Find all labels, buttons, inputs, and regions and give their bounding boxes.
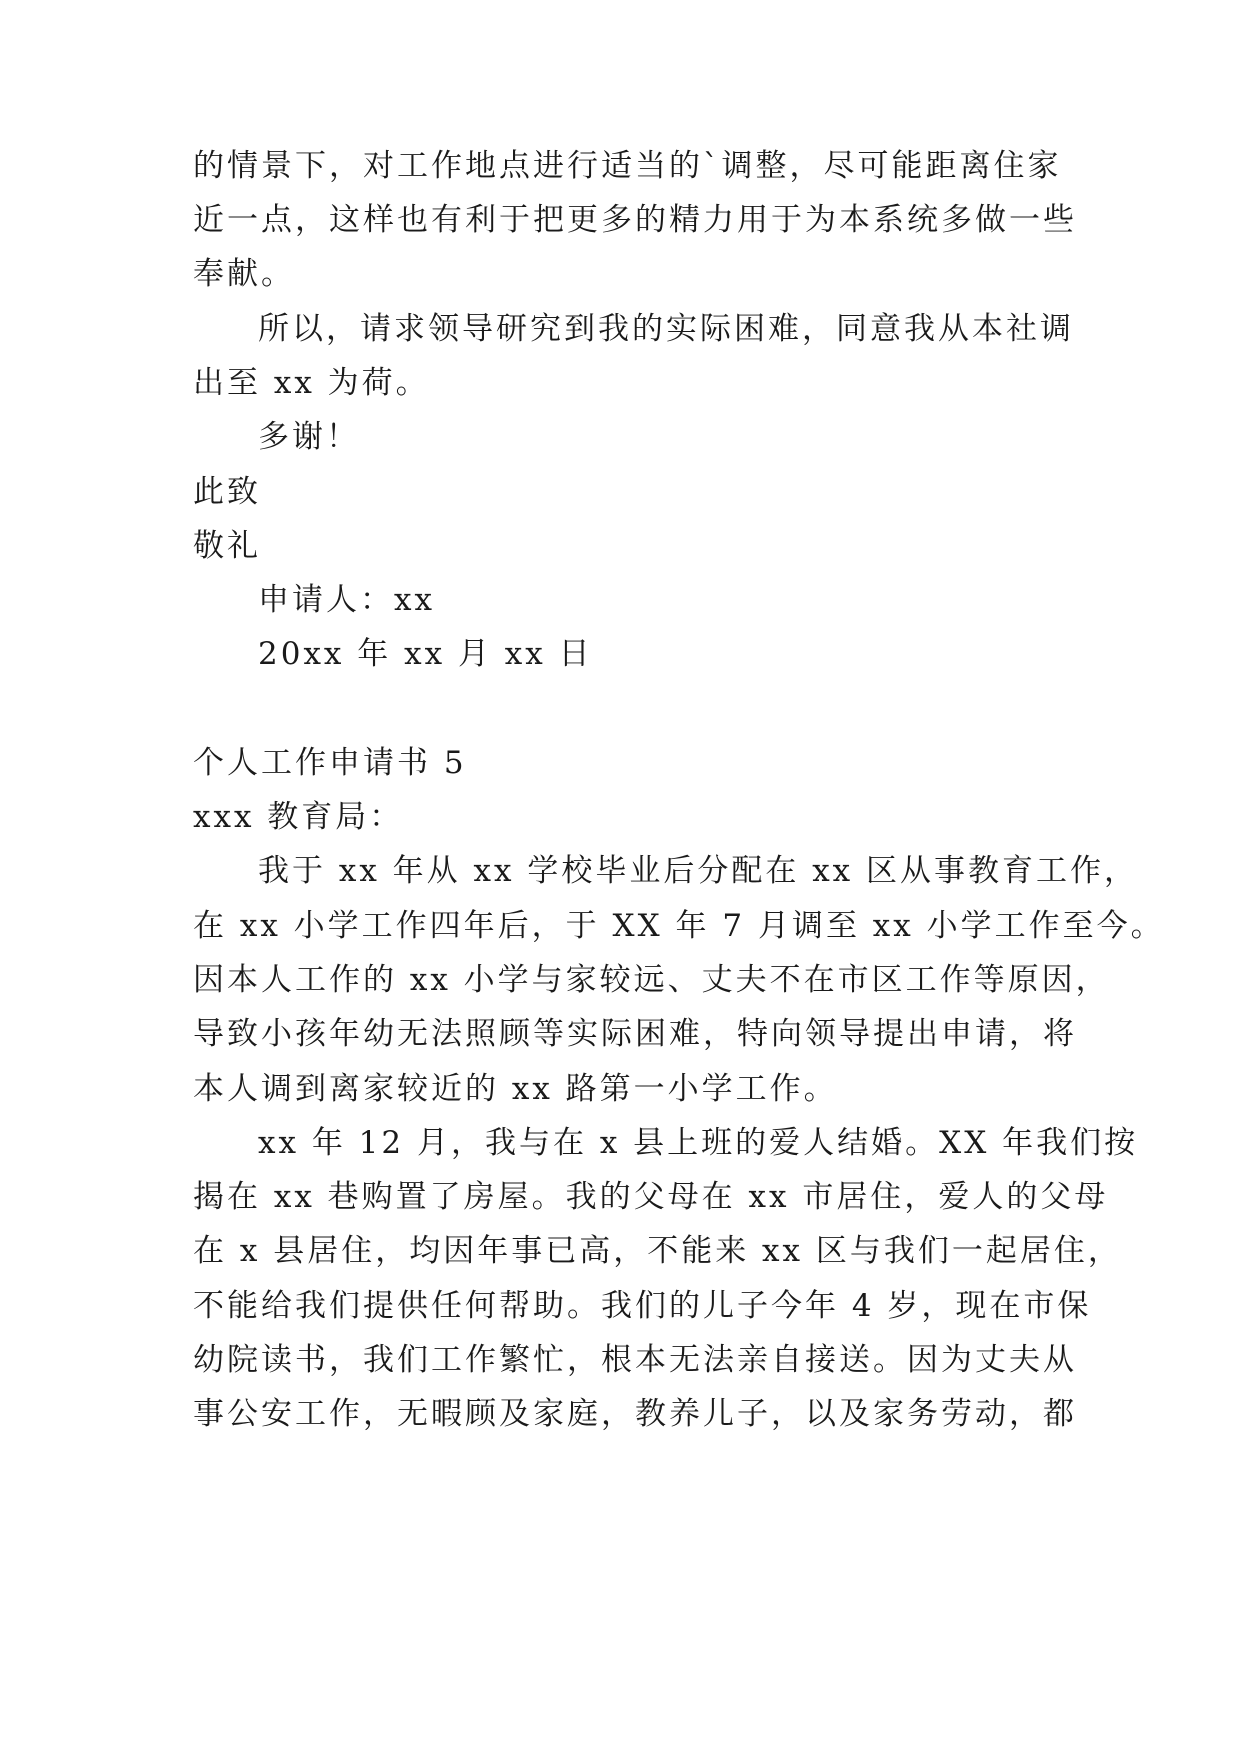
paragraph-line: xx 年 12 月，我与在 x 县上班的爱人结婚。XX 年我们按	[258, 1125, 1139, 1161]
recipient-line: xxx 教育局：	[193, 799, 404, 835]
paragraph-line: 在 xx 小学工作四年后，于 XX 年 7 月调至 xx 小学工作至今。	[193, 908, 1165, 944]
section-title: 个人工作申请书 5	[193, 745, 467, 781]
paragraph-line: 不能给我们提供任何帮助。我们的儿子今年 4 岁，现在市保	[193, 1288, 1092, 1324]
paragraph-line: 幼院读书，我们工作繁忙，根本无法亲自接送。因为丈夫从	[193, 1342, 1077, 1378]
paragraph-line: 的情景下，对工作地点进行适当的`调整，尽可能距离住家	[193, 148, 1062, 184]
paragraph-line: 因本人工作的 xx 小学与家较远、丈夫不在市区工作等原因，	[193, 962, 1110, 998]
thanks-line: 多谢！	[258, 419, 360, 455]
paragraph-line: 本人调到离家较近的 xx 路第一小学工作。	[193, 1071, 838, 1107]
paragraph-line: 奉献。	[193, 256, 295, 292]
paragraph-line: 我于 xx 年从 xx 学校毕业后分配在 xx 区从事教育工作，	[258, 853, 1139, 889]
paragraph-line: 揭在 xx 巷购置了房屋。我的父母在 xx 市居住，爱人的父母	[193, 1179, 1109, 1215]
closing-line: 敬礼	[193, 528, 261, 564]
date-line: 20xx 年 xx 月 xx 日	[258, 636, 593, 672]
paragraph-line: 事公安工作，无暇顾及家庭，教养儿子，以及家务劳动，都	[193, 1396, 1077, 1432]
closing-line: 此致	[193, 474, 261, 510]
paragraph-line: 导致小孩年幼无法照顾等实际困难，特向领导提出申请，将	[193, 1016, 1077, 1052]
paragraph-line: 所以，请求领导研究到我的实际困难，同意我从本社调	[258, 311, 1074, 347]
applicant-line: 申请人：xx	[258, 582, 435, 618]
paragraph-line: 近一点，这样也有利于把更多的精力用于为本系统多做一些	[193, 202, 1077, 238]
paragraph-line: 在 x 县居住，均因年事已高，不能来 xx 区与我们一起居住，	[193, 1233, 1122, 1269]
paragraph-line: 出至 xx 为荷。	[193, 365, 430, 401]
